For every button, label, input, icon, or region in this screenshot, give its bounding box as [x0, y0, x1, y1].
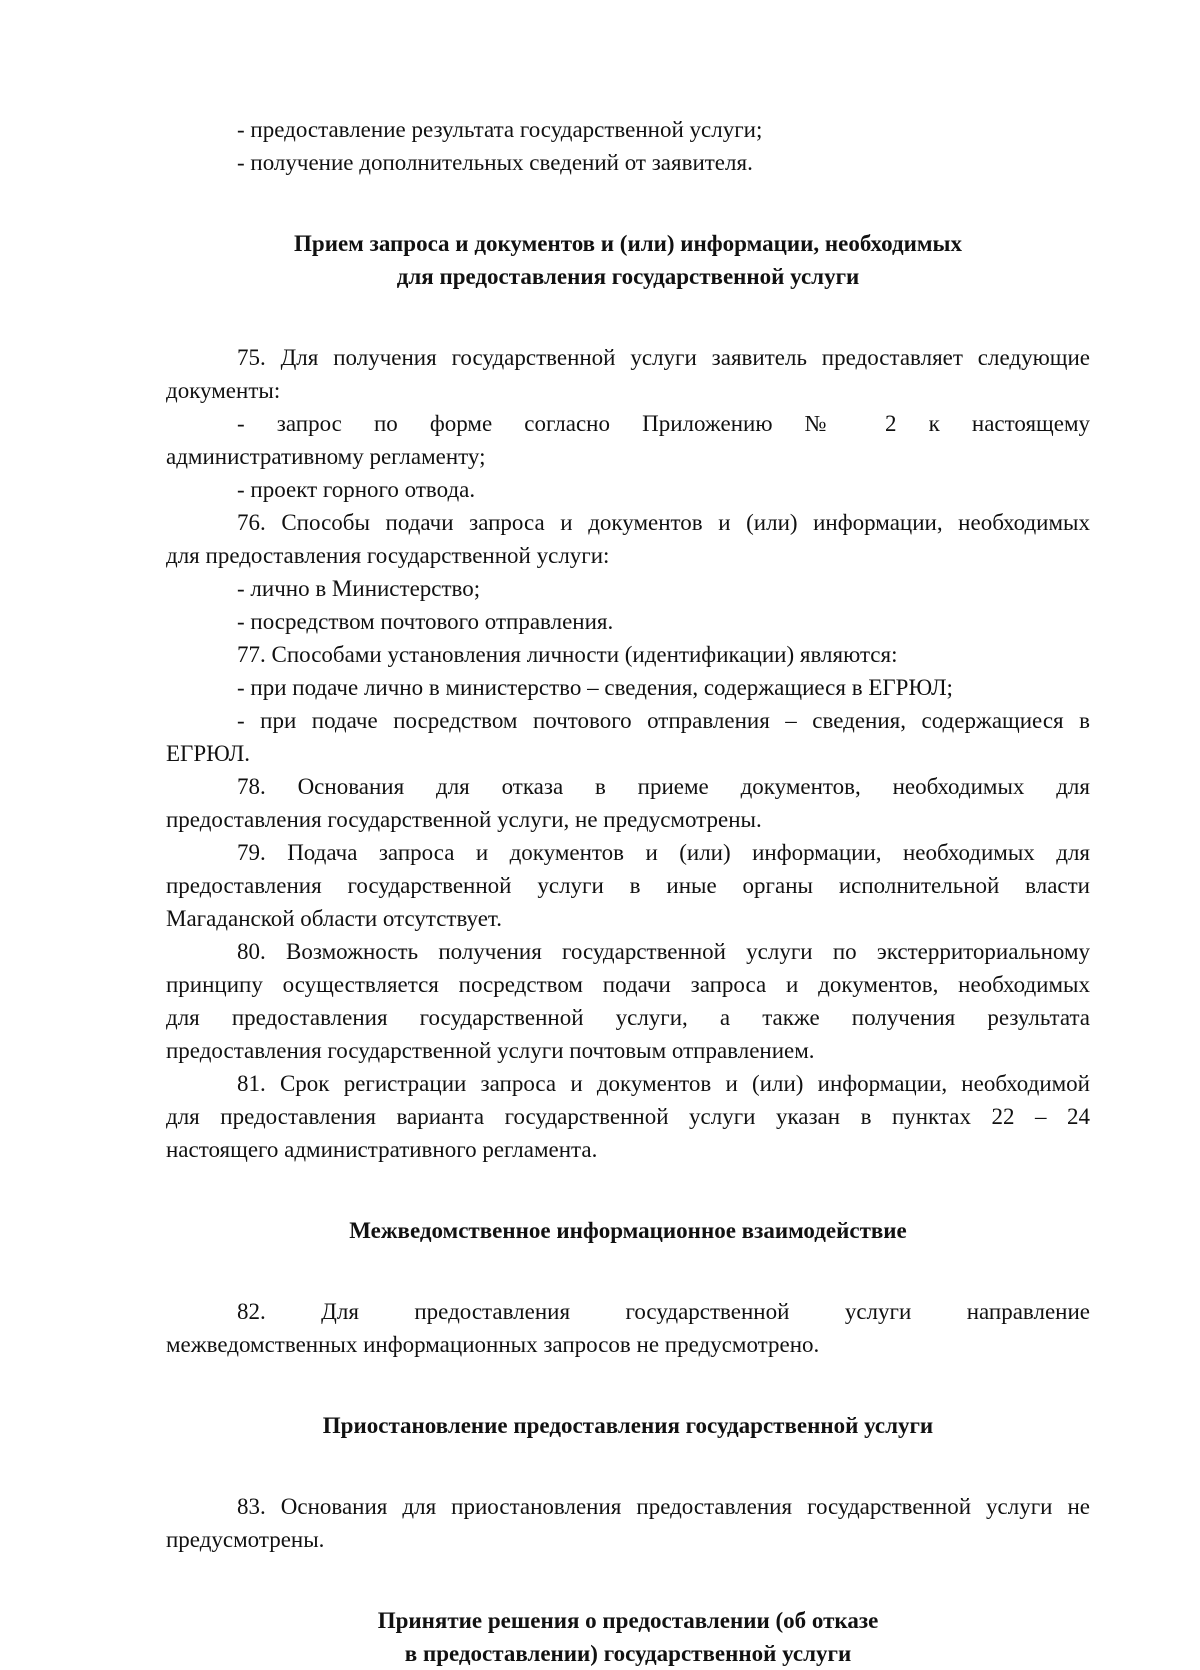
- paragraph-line: принципу осуществляется посредством подачи запроса и документов, необходимых: [166, 972, 1090, 997]
- paragraph-77: [166, 638, 1090, 770]
- paragraph-line: для предоставления варианта государственной услуги указан в пунктах 22 – 24: [166, 1104, 1090, 1129]
- list-item: - предоставление результата государственной услуги;: [237, 117, 763, 142]
- section-title-suspension: Приостановление предоставления государственной услуги: [322, 1413, 934, 1438]
- paragraph-82: [166, 1295, 1090, 1361]
- paragraph-line: предусмотрены.: [166, 1527, 325, 1552]
- section-title-line: для предоставления государственной услуги: [396, 264, 860, 289]
- paragraph-line: 83. Основания для приостановления предоставления государственной услуги не: [237, 1494, 1090, 1519]
- paragraph-line: административному регламенту;: [166, 444, 486, 469]
- paragraph-line: предоставления государственной услуги почтовым отправлением.: [166, 1038, 815, 1063]
- paragraph-line: документы:: [166, 378, 281, 403]
- paragraph-line: для предоставления государственной услуги:: [166, 543, 610, 568]
- section-title-line: в предоставлении) государственной услуги: [404, 1641, 852, 1666]
- paragraph-line: межведомственных информационных запросов не предусмотрено.: [166, 1332, 820, 1357]
- list-item: - получение дополнительных сведений от заявителя.: [237, 150, 753, 175]
- paragraph-78: [166, 770, 1090, 836]
- list-item: - посредством почтового отправления.: [237, 609, 614, 634]
- section-title-line: Прием запроса и документов и (или) информации, необходимых: [294, 231, 962, 256]
- section-title-line: Принятие решения о предоставлении (об отказе: [377, 1608, 879, 1633]
- paragraph-line: Магаданской области отсутствует.: [166, 906, 503, 931]
- paragraph-79: [166, 836, 1090, 935]
- section-heading-decision: [166, 1604, 1090, 1670]
- paragraph-line: предоставления государственной услуги, не предусмотрены.: [166, 807, 762, 832]
- paragraph-line: 78. Основания для отказа в приеме документов, необходимых для: [237, 774, 1090, 799]
- document-body: [166, 113, 1090, 1670]
- paragraph-line: 77. Способами установления личности (идентификации) являются:: [237, 642, 898, 667]
- paragraph-line: 76. Способы подачи запроса и документов и (или) информации, необходимых: [237, 510, 1090, 535]
- paragraph-line: 79. Подача запроса и документов и (или) информации, необходимых для: [237, 840, 1090, 865]
- paragraph-line: 75. Для получения государственной услуги заявитель предоставляет следующие: [237, 345, 1090, 370]
- section-title-interagency: Межведомственное информационное взаимодействие: [349, 1218, 907, 1243]
- list-item: - при подаче посредством почтового отправления – сведения, содержащиеся в: [237, 708, 1090, 733]
- paragraph-line: настоящего административного регламента.: [166, 1137, 598, 1162]
- paragraph-line: для предоставления государственной услуги, а также получения результата: [166, 1005, 1090, 1030]
- paragraph-line: предоставления государственной услуги в иные органы исполнительной власти: [166, 873, 1090, 898]
- paragraph-line: ЕГРЮЛ.: [166, 741, 250, 766]
- list-item: - при подаче лично в министерство – сведения, содержащиеся в ЕГРЮЛ;: [237, 675, 953, 700]
- paragraph-75: [166, 341, 1090, 506]
- list-item: - лично в Министерство;: [237, 576, 481, 601]
- paragraph-81: [166, 1067, 1090, 1166]
- paragraph-line: 81. Срок регистрации запроса и документов и (или) информации, необходимой: [237, 1071, 1090, 1096]
- list-item: - запрос по форме согласно Приложению № 2 к настоящему: [237, 411, 1090, 436]
- paragraph-line: 82. Для предоставления государственной услуги направление: [237, 1299, 1090, 1324]
- paragraph-83: [166, 1490, 1090, 1556]
- paragraph-76: [166, 506, 1090, 638]
- list-item: - проект горного отвода.: [237, 477, 476, 502]
- paragraph-80: [166, 935, 1090, 1067]
- paragraph-line: 80. Возможность получения государственной услуги по экстерриториальному: [237, 939, 1090, 964]
- section-heading-reception: [166, 227, 1090, 293]
- top-list: [166, 113, 1090, 179]
